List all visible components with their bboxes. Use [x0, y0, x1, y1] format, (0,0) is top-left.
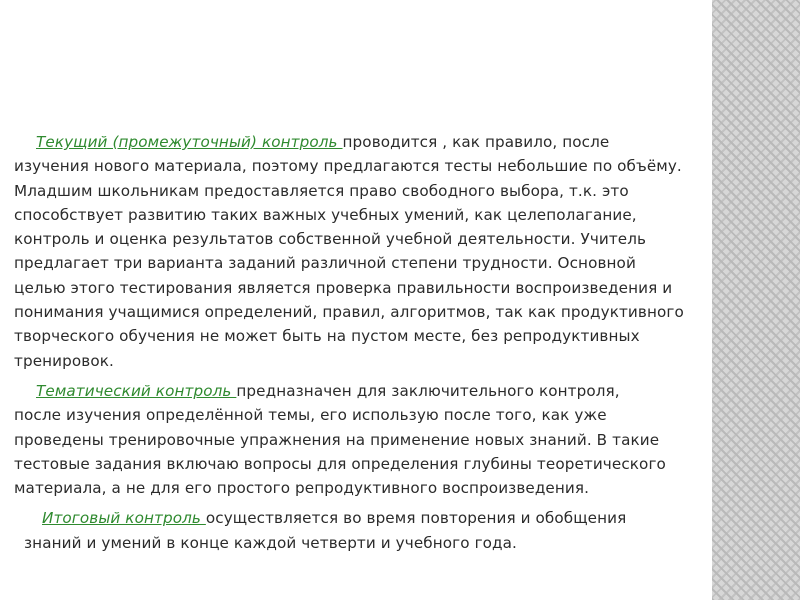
- text-line: тестовые задания включаю вопросы для определения глубины теоретического: [14, 454, 666, 473]
- text-line: [14, 506, 714, 530]
- text-line: Младшим школьникам предоставляется право свободного выбора, т.к. это: [14, 181, 629, 200]
- text-line: понимания учащимися определений, правил, алгоритмов, так как продуктивного: [14, 303, 684, 322]
- paragraph-current-control: [14, 130, 714, 373]
- text-line: предлагает три варианта заданий различной степени трудности. Основной: [14, 254, 636, 273]
- decorative-side-stripe: [712, 0, 800, 600]
- text-line: контроль и оценка результатов собственной учебной деятельности. Учитель: [14, 230, 647, 249]
- line-text: проводится , как правило, после: [342, 133, 610, 151]
- text-line: [14, 130, 714, 154]
- slide-text: [14, 130, 714, 555]
- term-current-control: Текущий (промежуточный) контроль: [36, 133, 343, 151]
- text-line: целью этого тестирования является проверка правильности воспроизведения и: [14, 278, 673, 297]
- text-line: знаний и умений в конце каждой четверти и учебного года.: [24, 533, 517, 552]
- term-thematic-control: Тематический контроль: [36, 381, 237, 400]
- text-line: тренировок.: [14, 351, 114, 370]
- text-line: проведены тренировочные упражнения на применение новых знаний. В такие: [14, 430, 660, 449]
- text-line: изучения нового материала, поэтому предлагаются тесты небольшие по объёму.: [14, 157, 682, 176]
- text-line: [14, 379, 714, 403]
- text-line: после изучения определённой темы, его использую после того, как уже: [14, 406, 607, 425]
- paragraph-thematic-control: [14, 379, 714, 500]
- line-text: осуществляется во время повторения и обобщения: [205, 509, 627, 528]
- text-line: материала, а не для его простого репродуктивного воспроизведения.: [14, 479, 590, 498]
- text-line: творческого обучения не может быть на пустом месте, без репродуктивных: [14, 327, 640, 346]
- text-line: способствует развитию таких важных учебных умений, как целеполагание,: [14, 205, 637, 224]
- term-final-control: Итоговый контроль: [42, 509, 206, 528]
- paragraph-final-control: [14, 506, 714, 555]
- line-text: предназначен для заключительного контроля,: [236, 381, 620, 400]
